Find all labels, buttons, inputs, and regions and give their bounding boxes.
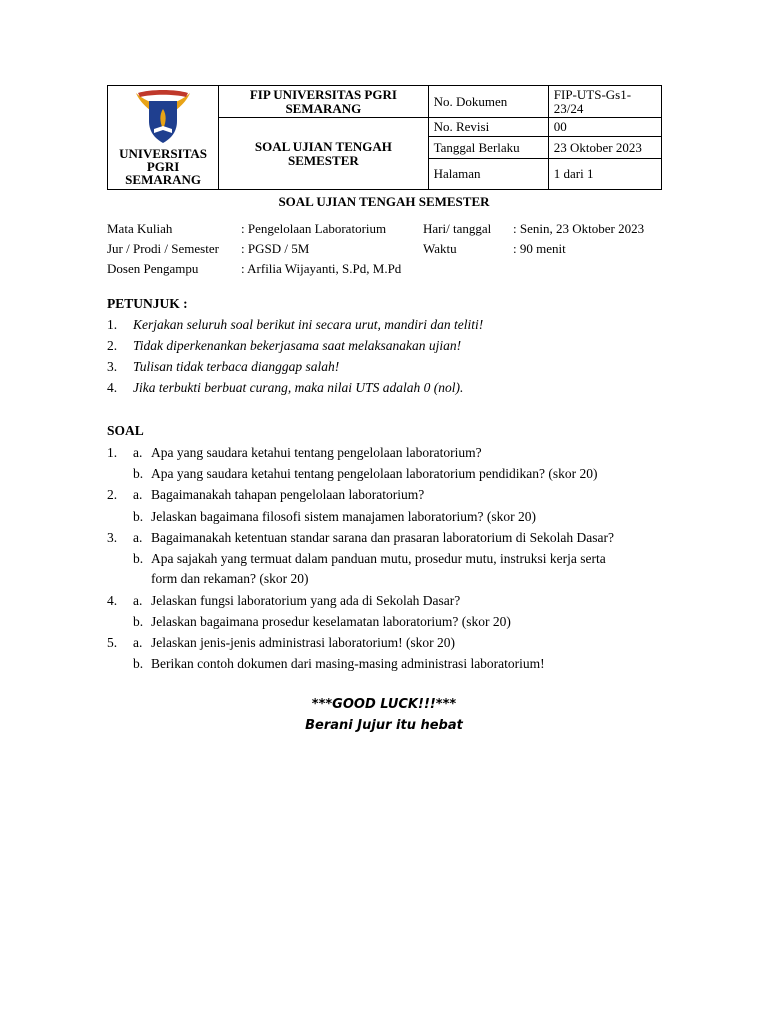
question-text: Berikan contoh dokumen dari masing-masing administrasi laboratorium! — [151, 656, 545, 671]
question-text: Jelaskan fungsi laboratorium yang ada di Sekolah Dasar? — [151, 593, 461, 608]
question-text: Jelaskan jenis-jenis administrasi laboratorium! (skor 20) — [151, 635, 456, 650]
doc-number-value: FIP-UTS-Gs1-23/24 — [548, 86, 661, 118]
doc-number-label: No. Dokumen — [428, 86, 548, 118]
petunjuk-num: 4. — [107, 380, 118, 395]
university-line-3: SEMARANG — [125, 171, 202, 187]
question-text: Apa yang saudara ketahui tentang pengelolaan laboratorium pendidikan? (skor 20) — [151, 466, 598, 481]
mata-kuliah-value: : Pengelolaan Laboratorium — [241, 221, 387, 236]
question-text: Jelaskan bagaimana prosedur keselamatan laboratorium? (skor 20) — [151, 614, 511, 629]
header-table — [107, 85, 662, 190]
petunjuk-num: 3. — [107, 359, 118, 374]
info-labels-left — [107, 219, 219, 279]
university-name — [113, 147, 213, 186]
petunjuk-num: 2. — [107, 338, 118, 353]
question-text: Apa yang saudara ketahui tentang pengelolaan laboratorium? — [151, 445, 482, 460]
question-text: Apa sajakah yang termuat dalam panduan mutu, prosedur mutu, instruksi kerja serta — [151, 551, 606, 566]
valid-date-value: 23 Oktober 2023 — [548, 136, 661, 158]
university-logo-cell — [108, 86, 219, 190]
motto-text: Berani Jujur itu hebat — [305, 718, 463, 733]
waktu-value: : 90 menit — [513, 241, 566, 256]
document-title: SOAL UJIAN TENGAH SEMESTER — [278, 194, 490, 209]
petunjuk-text: Kerjakan seluruh soal berikut ini secara urut, mandiri dan teliti! — [133, 317, 484, 332]
petunjuk-heading: PETUNJUK : — [107, 296, 188, 311]
jurusan-label: Jur / Prodi / Semester — [107, 241, 219, 256]
petunjuk-num: 1. — [107, 317, 118, 332]
question-letter: b. — [133, 466, 144, 481]
question-number: 1. — [107, 445, 118, 460]
university-logo-icon — [132, 89, 194, 145]
question-letter: a. — [133, 593, 143, 608]
petunjuk-text: Tidak diperkenankan bekerjasama saat melaksanakan ujian! — [133, 338, 462, 353]
petunjuk-text: Jika terbukti berbuat curang, maka nilai UTS adalah 0 (nol). — [133, 380, 464, 395]
question-text-continued: form dan rekaman? (skor 20) — [151, 571, 309, 586]
question-letter: a. — [133, 530, 143, 545]
petunjuk-text: Tulisan tidak terbaca dianggap salah! — [133, 359, 340, 374]
question-letter: b. — [133, 551, 144, 566]
question-text: Bagaimanakah ketentuan standar sarana dan prasaran laboratorium di Sekolah Dasar? — [151, 530, 614, 545]
jurusan-value: : PGSD / 5M — [241, 241, 310, 256]
question-text: Jelaskan bagaimana filosofi sistem manajamen laboratorium? (skor 20) — [151, 509, 537, 524]
page-label: Halaman — [428, 158, 548, 189]
question-letter: a. — [133, 487, 143, 502]
info-labels-right — [423, 219, 491, 259]
dosen-value: : Arfilia Wijayanti, S.Pd, M.Pd — [241, 261, 402, 276]
page-value: 1 dari 1 — [548, 158, 661, 189]
revision-value: 00 — [548, 118, 661, 137]
question-number: 3. — [107, 530, 118, 545]
faculty-title: FIP UNIVERSITAS PGRI SEMARANG — [219, 86, 428, 118]
question-letter: a. — [133, 635, 143, 650]
info-values-left — [241, 219, 401, 279]
question-letter: b. — [133, 656, 144, 671]
question-letter: b. — [133, 614, 144, 629]
waktu-label: Waktu — [423, 241, 457, 256]
valid-date-label: Tanggal Berlaku — [428, 136, 548, 158]
university-line-2: PGRI — [146, 158, 180, 174]
question-text: Bagaimanakah tahapan pengelolaan laboratorium? — [151, 487, 425, 502]
question-number: 2. — [107, 487, 118, 502]
question-number: 4. — [107, 593, 118, 608]
dosen-label: Dosen Pengampu — [107, 261, 199, 276]
good-luck-text: ***GOOD LUCK!!!*** — [311, 697, 457, 712]
mata-kuliah-label: Mata Kuliah — [107, 221, 173, 236]
hari-label: Hari/ tanggal — [423, 221, 492, 236]
revision-label: No. Revisi — [428, 118, 548, 137]
university-line-1: UNIVERSITAS — [119, 145, 208, 161]
question-letter: a. — [133, 445, 143, 460]
exam-title-cell: SOAL UJIAN TENGAH SEMESTER — [219, 118, 428, 190]
info-values-right — [513, 219, 644, 259]
hari-value: : Senin, 23 Oktober 2023 — [513, 221, 645, 236]
soal-heading: SOAL — [107, 423, 144, 438]
question-number: 5. — [107, 635, 118, 650]
question-letter: b. — [133, 509, 144, 524]
